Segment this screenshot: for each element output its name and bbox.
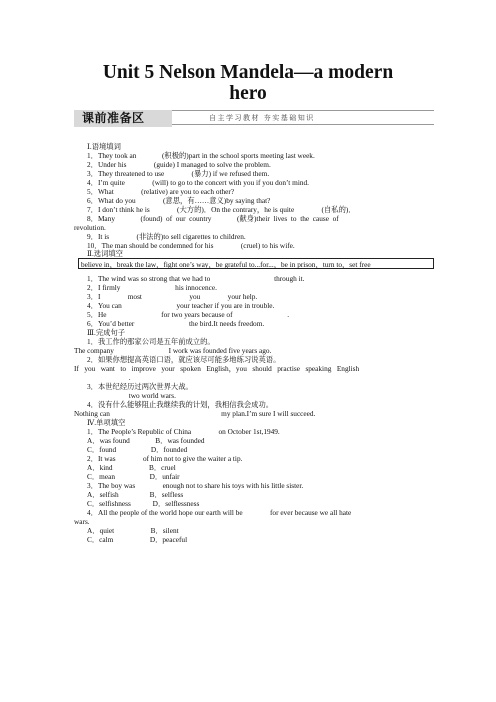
question: 1．The People’s Republic of China on October 1st,1949. [87,427,280,436]
list-item: 8．Many (found) of our country (献身)their lives to the cause of [87,214,339,223]
list-item: 10．The man should be condemned for his (cruel) to his wife. [87,241,295,250]
list-item: 2．Under his (guide) I managed to solve the problem. [87,160,271,169]
sentence-line: two world wars. [74,391,176,400]
section-heading: Ⅰ.语境填词 [87,142,121,151]
options: A．kind B．cruel [87,463,176,472]
section-banner [74,110,434,127]
options: A．was found B．was founded [87,436,205,445]
word-box: believe in，break the law，fight one’s way，be grateful to...for...，be in prison，turn to，set free [78,258,434,269]
list-item: 6．You’d better the bird.It needs freedom. [87,319,265,328]
options: C．mean D．unfair [87,472,180,481]
section-heading: Ⅳ.单项填空 [87,418,126,427]
question: 2．It was of him not to give the waiter a tip. [87,454,243,463]
page-title-continued: hero [229,83,267,104]
options: C．found D．founded [87,445,188,454]
question: 3．The boy was enough not to share his toys with his little sister. [87,481,304,490]
section-heading: Ⅱ.选词填空 [87,249,123,258]
sentence-line: The company I work was founded five years ago. [74,346,272,355]
options: C．selfishness D．selflessness [87,499,200,508]
sentence-blank: . [74,373,131,382]
list-item: 3．They threatened to use (暴力) if we refused them. [87,169,270,178]
banner-slogan: 自主学习教材 夯实基础知识 [172,110,434,125]
list-item: 6．What do you (意思，有……意义)by saying that? [87,196,271,205]
sentence-prompt: 4．没有什么能够阻止我继续我的计划，我相信我会成功。 [87,400,274,409]
list-item: 4．You can your teacher if you are in trouble. [87,301,275,310]
list-item: 5．He for two years because of . [87,310,290,319]
list-item: 1．They took an (积极的)part in the school sports meeting last week. [87,151,315,160]
sentence-line: Nothing can my plan.I’m sure I will succeed. [74,409,316,418]
list-item: 7．I don’t think he is (大方的)．On the contrary，he is quite (自私的)． [87,205,356,214]
list-item: 4．I’m quite (will) to go to the concert with you if you don’t mind. [87,178,309,187]
question: 4．All the people of the world hope our earth will be for ever because we all hate [87,508,352,517]
list-item-continued: revolution. [74,223,106,232]
list-item: 2．I firmly his innocence. [87,283,217,292]
options: A．quiet B．silent [87,526,179,535]
sentence-prompt: 3．本世纪经历过两次世界大战。 [87,382,193,391]
list-item: 1．The wind was so strong that we had to through it. [87,274,305,283]
options: A．selfish B．selfless [87,490,184,499]
sentence-prompt: 1．我工作的那家公司是五年前成立的。 [87,337,215,346]
sentence-prompt: 2．如果你想提高英语口语，就应该尽可能多地练习说英语。 [87,355,281,364]
banner-label: 课前准备区 [74,110,172,127]
list-item: 3．I most you your help. [87,292,258,301]
section-heading: Ⅲ.完成句子 [87,328,126,337]
list-item: 9．It is (非法的)to sell cigarettes to children. [87,232,246,241]
options: C．calm D．peaceful [87,535,188,544]
question-continued: wars. [74,517,90,526]
list-item: 5．What (relative) are you to each other? [87,187,235,196]
sentence-line: If you want to improve your spoken English，you should practise speaking English [74,364,360,373]
page-title: Unit 5 Nelson Mandela—a modern [102,62,394,83]
